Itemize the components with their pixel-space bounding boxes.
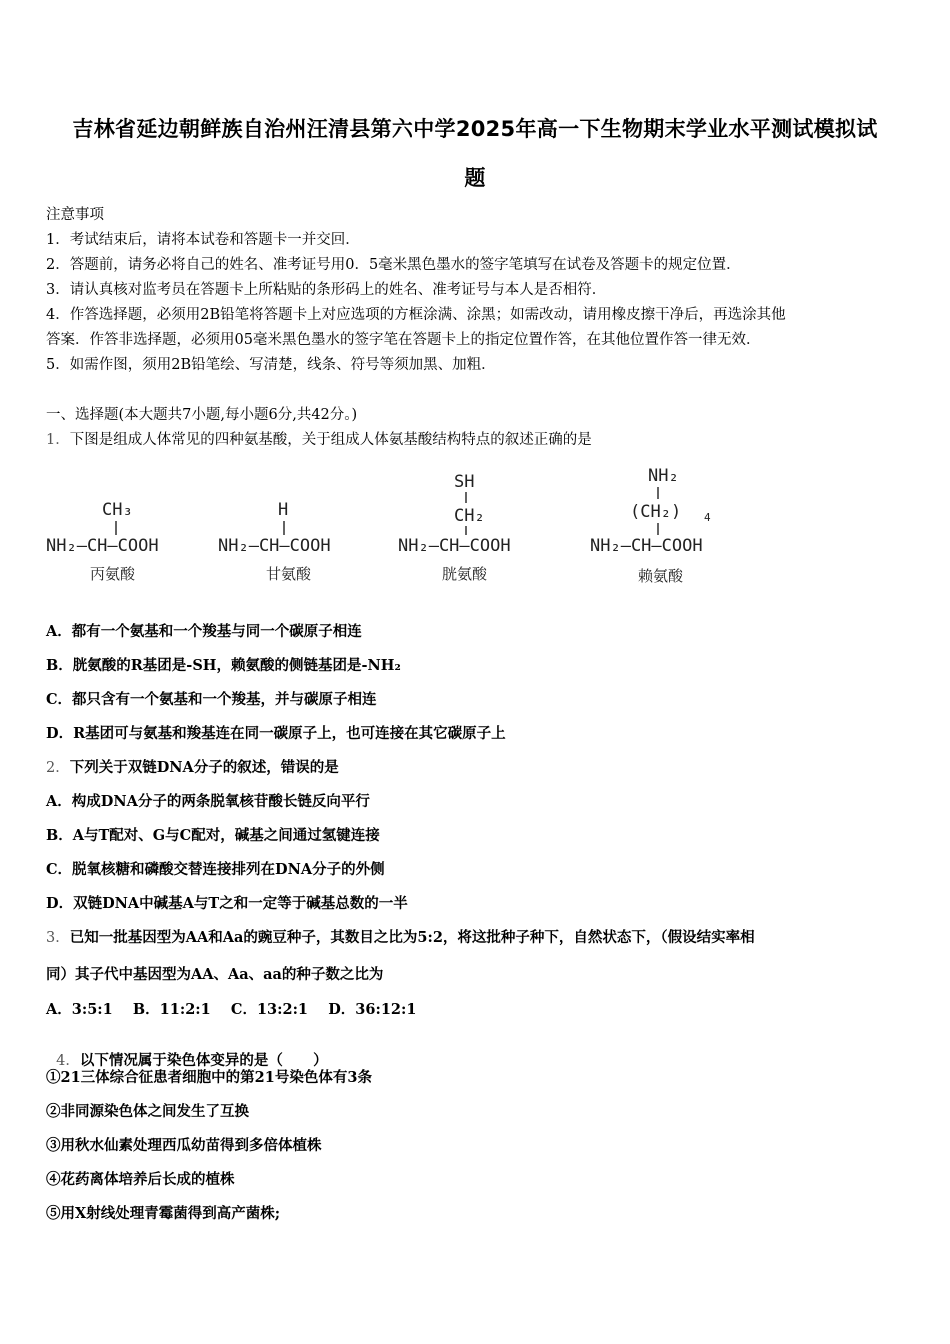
r-group-label: CH₂: [454, 506, 485, 526]
r-group-subscript: 4: [704, 511, 711, 524]
question-2-number: 2．: [46, 760, 70, 776]
r-top-label: NH₂: [648, 466, 679, 486]
question-4-item: ②非同源染色体之间发生了互换: [46, 1103, 249, 1120]
backbone-label: NH₂—CH—COOH: [398, 536, 511, 556]
molecule-name: 丙氨酸: [90, 565, 136, 583]
question-1-text: 下图是组成人体常见的四种氨基酸，关于组成人体氨基酸结构特点的叙述正确的是: [69, 432, 592, 448]
question-1-option-b: B．胱氨酸的R基团是-SH，赖氨酸的侧链基团是-NH₂: [46, 657, 401, 674]
question-4-item: ③用秋水仙素处理西瓜幼苗得到多倍体植株: [46, 1137, 322, 1154]
backbone-label: NH₂—CH—COOH: [46, 536, 159, 556]
question-4-item: ⑤用X射线处理青霉菌得到高产菌株;: [46, 1205, 281, 1222]
question-2-option-a: A．构成DNA分子的两条脱氧核苷酸长链反向平行: [46, 793, 370, 810]
amino-acid-lysine: [590, 465, 765, 590]
section-heading: 一、选择题(本大题共7小题,每小题6分,共42分。): [46, 407, 358, 423]
r-group-label: H: [278, 500, 289, 520]
question-2-option-b: B．A与T配对、G与C配对，碱基之间通过氢键连接: [46, 827, 380, 844]
question-2-option-c: C．脱氧核糖和磷酸交替连接排列在DNA分子的外侧: [46, 861, 385, 878]
question-1-option-d: D．R基团可与氨基和羧基连在同一碳原子上，也可连接在其它碳原子上: [46, 725, 506, 742]
r-group-label: (CH₂): [630, 502, 682, 522]
page-title-line1: 吉林省延边朝鲜族自治州汪清县第六中学2025年高一下生物期末学业水平测试模拟试: [72, 117, 878, 141]
question-4-item: ④花药离体培养后长成的植株: [46, 1171, 235, 1188]
amino-acid-cysteine: [398, 465, 568, 590]
question-1-number: 1．: [46, 432, 70, 448]
note-item: 5．如需作图，须用2B铅笔绘、写清楚，线条、符号等须加黑、加粗．: [46, 357, 496, 373]
amino-acid-glycine: [218, 465, 378, 590]
question-3-number: 3．: [46, 930, 70, 946]
question-4-stem: [46, 1032, 328, 1070]
question-3-stem-continued: 同）其子代中基因型为AA、Aa、aa的种子数之比为: [46, 966, 384, 983]
backbone-label: NH₂—CH—COOH: [590, 536, 703, 556]
question-4-item: ①21三体综合征患者细胞中的第21号染色体有3条: [46, 1069, 372, 1086]
question-1-stem: [46, 428, 592, 449]
molecule-name: 赖氨酸: [638, 567, 684, 585]
question-3-text: 已知一批基因型为AA和Aa的豌豆种子，其数目之比为5:2，将这批种子种下，自然状态下，（假设结实率相: [69, 929, 755, 946]
question-3-stem: [46, 926, 755, 947]
question-4-text: 以下情况属于染色体变异的是（ ）: [79, 1052, 328, 1069]
note-item: 3．请认真核对监考员在答题卡上所粘贴的条形码上的姓名、准考证号与本人是否相符．: [46, 282, 607, 298]
molecule-name: 甘氨酸: [266, 565, 312, 583]
r-group-label: CH₃: [102, 500, 133, 520]
question-3-options: A．3:5:1 B．11:2:1 C．13:2:1 D．36:12:1: [46, 1001, 417, 1018]
notes-heading: 注意事项: [46, 207, 104, 223]
question-4-number: 4．: [56, 1053, 80, 1069]
note-item: 4．作答选择题，必须用2B铅笔将答题卡上对应选项的方框涂满、涂黑；如需改动，请用橡皮擦干净后，再选涂其他: [46, 307, 786, 323]
question-1-option-c: C．都只含有一个氨基和一个羧基，并与碳原子相连: [46, 691, 377, 708]
question-2-stem: [46, 756, 339, 777]
note-item: 2．答题前，请务必将自己的姓名、准考证号用0．5毫米黑色墨水的签字笔填写在试卷及答题卡的规定位置．: [46, 257, 741, 273]
page-title-line2: 题: [464, 166, 486, 190]
note-item: 1．考试结束后，请将本试卷和答题卡一并交回．: [46, 232, 360, 248]
question-1-option-a: A．都有一个氨基和一个羧基与同一个碳原子相连: [46, 623, 362, 640]
amino-acid-alanine: [46, 465, 206, 590]
question-2-option-d: D．双链DNA中碱基A与T之和一定等于碱基总数的一半: [46, 895, 408, 912]
backbone-label: NH₂—CH—COOH: [218, 536, 331, 556]
question-2-text: 下列关于双链DNA分子的叙述，错误的是: [69, 759, 339, 776]
r-top-label: SH: [454, 472, 475, 492]
molecule-name: 胱氨酸: [442, 565, 488, 583]
note-item: 答案．作答非选择题，必须用05毫米黑色墨水的签字笔在答题卡上的指定位置作答，在其他位置作答一律无效．: [46, 332, 761, 348]
